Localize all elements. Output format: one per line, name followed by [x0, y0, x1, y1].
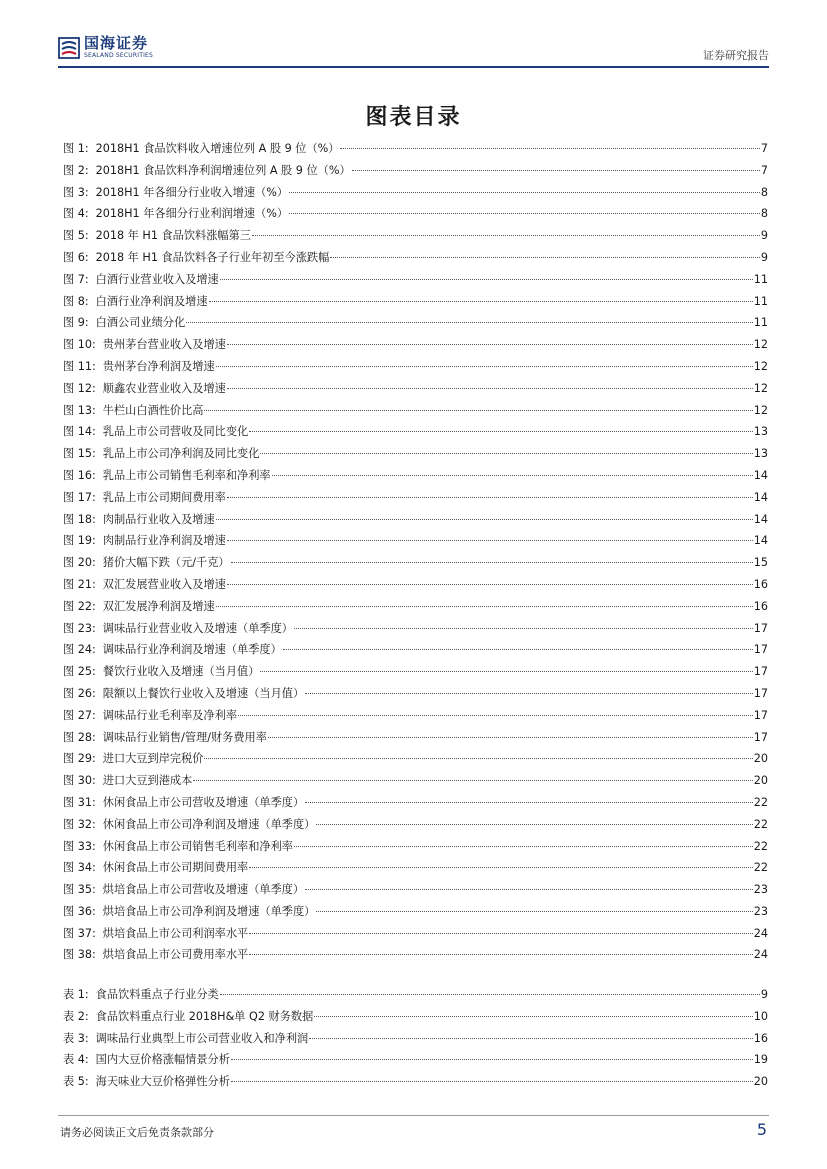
- dot-leader: [316, 911, 752, 912]
- dot-leader: [294, 846, 753, 847]
- entry-label: 图 12:: [63, 381, 96, 395]
- entry-caption: 乳品上市公司销售毛利率和净利率: [102, 468, 271, 482]
- figures-toc: [63, 138, 768, 966]
- toc-entry[interactable]: [63, 792, 768, 814]
- entry-page: 23: [753, 904, 768, 918]
- entry-caption: 调味品行业销售/管理/财务费用率: [102, 730, 267, 744]
- dot-leader: [289, 213, 760, 214]
- toc-entry[interactable]: [63, 530, 768, 552]
- entry-label: 图 5:: [63, 229, 89, 243]
- entry-label: 图 19:: [63, 534, 96, 548]
- entry-page: 7: [760, 163, 768, 177]
- dot-leader: [249, 431, 753, 432]
- entry-page: 20: [753, 774, 768, 788]
- entry-caption: 双汇发展营业收入及增速: [102, 577, 226, 591]
- dot-leader: [216, 519, 753, 520]
- toc-entry[interactable]: [63, 203, 768, 225]
- entry-caption: 烘培食品上市公司净利润及增速（单季度）: [102, 904, 316, 918]
- toc-entry[interactable]: [63, 443, 768, 465]
- dot-leader: [216, 606, 753, 607]
- page-number: 5: [756, 1120, 767, 1139]
- entry-caption: 牛栏山白酒性价比高: [102, 403, 204, 417]
- dot-leader: [227, 497, 753, 498]
- dot-leader: [260, 453, 752, 454]
- entry-page: 20: [753, 752, 768, 766]
- entry-page: 17: [753, 730, 768, 744]
- entry-caption: 调味品行业营业收入及增速（单季度）: [102, 621, 293, 635]
- toc-entry[interactable]: [63, 356, 768, 378]
- entry-label: 图 33:: [63, 839, 96, 853]
- entry-caption: 2018H1 食品饮料收入增速位列 A 股 9 位（%）: [95, 142, 340, 155]
- entry-page: 11: [753, 272, 768, 286]
- entry-page: 17: [753, 708, 768, 722]
- entry-caption: 餐饮行业收入及增速（当月值）: [102, 665, 260, 679]
- toc-entry[interactable]: [63, 857, 768, 879]
- dot-leader: [227, 540, 753, 541]
- entry-label: 图 15:: [63, 447, 96, 461]
- entry-page: 12: [753, 338, 768, 352]
- entry-caption: 2018H1 年各细分行业利润增速（%）: [95, 207, 289, 221]
- entry-label: 图 9:: [63, 316, 89, 330]
- dot-leader: [340, 148, 759, 149]
- entry-caption: 肉制品行业收入及增速: [102, 512, 215, 526]
- dot-leader: [249, 933, 753, 934]
- entry-page: 11: [753, 316, 768, 330]
- toc-entry[interactable]: [63, 984, 768, 1006]
- entry-caption: 2018H1 年各细分行业收入增速（%）: [95, 185, 289, 199]
- entry-page: 22: [753, 817, 768, 831]
- entry-page: 13: [753, 447, 768, 461]
- entry-label: 表 1:: [63, 988, 89, 1001]
- dot-leader: [330, 257, 760, 258]
- entry-caption: 白酒公司业绩分化: [95, 316, 186, 330]
- entry-caption: 2018H1 食品饮料净利润增速位列 A 股 9 位（%）: [95, 163, 351, 177]
- entry-caption: 烘培食品上市公司利润率水平: [102, 926, 249, 940]
- entry-caption: 肉制品行业净利润及增速: [102, 534, 226, 548]
- entry-page: 9: [760, 988, 768, 1001]
- entry-page: 22: [753, 795, 768, 809]
- company-logo: [58, 36, 153, 59]
- entry-caption: 进口大豆到岸完税价: [102, 752, 204, 766]
- dot-leader: [289, 192, 760, 193]
- entry-caption: 烘培食品上市公司费用率水平: [102, 948, 249, 962]
- page-header: [0, 0, 827, 74]
- entry-page: 16: [753, 1031, 768, 1045]
- entry-caption: 乳品上市公司营收及同比变化: [102, 425, 249, 439]
- entry-page: 14: [753, 534, 768, 548]
- toc-entry[interactable]: [63, 247, 768, 269]
- entry-label: 图 27:: [63, 708, 96, 722]
- entry-page: 7: [760, 142, 768, 155]
- entry-label: 图 21:: [63, 577, 96, 591]
- entry-label: 图 6:: [63, 250, 89, 264]
- dot-leader: [268, 737, 753, 738]
- dot-leader: [316, 824, 752, 825]
- sealand-logo-icon: [58, 37, 80, 59]
- toc-entry[interactable]: [63, 901, 768, 923]
- entry-caption: 限额以上餐饮行业收入及增速（当月值）: [102, 686, 305, 700]
- dot-leader: [227, 388, 753, 389]
- entry-page: 15: [753, 556, 768, 570]
- entry-page: 8: [760, 207, 768, 221]
- entry-caption: 2018 年 H1 食品饮料各子行业年初至今涨跌幅: [95, 250, 330, 264]
- dot-leader: [209, 301, 753, 302]
- dot-leader: [231, 1059, 753, 1060]
- entry-label: 图 8:: [63, 294, 89, 308]
- entry-caption: 休闲食品上市公司期间费用率: [102, 861, 249, 875]
- entry-page: 24: [753, 926, 768, 940]
- entry-page: 22: [753, 839, 768, 853]
- dot-leader: [249, 954, 753, 955]
- dot-leader: [231, 1081, 753, 1082]
- entry-caption: 贵州茅台净利润及增速: [102, 359, 215, 373]
- toc-entry[interactable]: [63, 291, 768, 313]
- dot-leader: [305, 693, 753, 694]
- entry-caption: 乳品上市公司期间费用率: [102, 490, 226, 504]
- entry-page: 16: [753, 599, 768, 613]
- entry-label: 图 24:: [63, 643, 96, 657]
- logo-name-en: SEALAND SECURITIES: [84, 52, 154, 59]
- entry-caption: 顺鑫农业营业收入及增速: [102, 381, 226, 395]
- entry-caption: 白酒行业净利润及增速: [95, 294, 208, 308]
- dot-leader: [227, 344, 753, 345]
- header-divider: [58, 66, 769, 68]
- dot-leader: [193, 780, 752, 781]
- entry-caption: 烘培食品上市公司营收及增速（单季度）: [102, 883, 305, 897]
- entry-page: 23: [753, 883, 768, 897]
- entry-page: 13: [753, 425, 768, 439]
- toc-entry[interactable]: [63, 596, 768, 618]
- toc-entry[interactable]: [63, 770, 768, 792]
- dot-leader: [314, 1016, 752, 1017]
- footer-divider: [58, 1115, 769, 1116]
- entry-label: 表 4:: [63, 1053, 89, 1067]
- dot-leader: [309, 1038, 753, 1039]
- entry-caption: 休闲食品上市公司销售毛利率和净利率: [102, 839, 293, 853]
- tables-toc: [63, 984, 768, 1093]
- entry-caption: 2018 年 H1 食品饮料涨幅第三: [95, 229, 251, 243]
- entry-page: 10: [753, 1009, 768, 1023]
- entry-label: 图 26:: [63, 686, 96, 700]
- toc-entry[interactable]: [63, 487, 768, 509]
- entry-label: 图 25:: [63, 665, 96, 679]
- entry-page: 12: [753, 381, 768, 395]
- toc-entry[interactable]: [63, 618, 768, 640]
- report-type-label: 证券研究报告: [703, 49, 769, 62]
- entry-caption: 双汇发展净利润及增速: [102, 599, 215, 613]
- entry-label: 图 3:: [63, 185, 89, 199]
- entry-caption: 猪价大幅下跌（元/千克）: [102, 556, 230, 570]
- toc-entry[interactable]: [63, 225, 768, 247]
- dot-leader: [294, 628, 753, 629]
- entry-label: 图 7:: [63, 272, 89, 286]
- toc-entry[interactable]: [63, 421, 768, 443]
- toc-entry[interactable]: [63, 1071, 768, 1093]
- dot-leader: [260, 671, 752, 672]
- entry-label: 图 17:: [63, 490, 96, 504]
- toc-entry[interactable]: [63, 378, 768, 400]
- dot-leader: [216, 366, 753, 367]
- entry-label: 图 36:: [63, 904, 96, 918]
- entry-page: 22: [753, 861, 768, 875]
- entry-caption: 休闲食品上市公司净利润及增速（单季度）: [102, 817, 316, 831]
- toc-entry[interactable]: [63, 160, 768, 182]
- toc-entry[interactable]: [63, 639, 768, 661]
- logo-name-cn: 国海证券: [84, 34, 149, 52]
- footer-disclaimer: 请务必阅读正文后免责条款部分: [60, 1126, 214, 1139]
- dot-leader: [220, 279, 753, 280]
- toc-entry[interactable]: [63, 1028, 768, 1050]
- toc-entry[interactable]: [63, 683, 768, 705]
- entry-label: 图 14:: [63, 425, 96, 439]
- entry-caption: 贵州茅台营业收入及增速: [102, 338, 226, 352]
- entry-label: 图 16:: [63, 468, 96, 482]
- entry-label: 图 1:: [63, 142, 89, 155]
- toc-entry[interactable]: [63, 661, 768, 683]
- toc-entry[interactable]: [63, 334, 768, 356]
- entry-page: 14: [753, 468, 768, 482]
- dot-leader: [252, 235, 760, 236]
- dot-leader: [186, 322, 753, 323]
- entry-caption: 调味品行业典型上市公司营业收入和净利润: [95, 1031, 309, 1045]
- entry-caption: 调味品行业毛利率及净利率: [102, 708, 238, 722]
- toc-entry[interactable]: [63, 269, 768, 291]
- dot-leader: [272, 475, 753, 476]
- entry-label: 图 13:: [63, 403, 96, 417]
- dot-leader: [231, 562, 753, 563]
- toc-entry[interactable]: [63, 705, 768, 727]
- toc-entry[interactable]: [63, 879, 768, 901]
- toc-entry[interactable]: [63, 465, 768, 487]
- toc-entry[interactable]: [63, 727, 768, 749]
- entry-label: 图 18:: [63, 512, 96, 526]
- toc-entry[interactable]: [63, 944, 768, 966]
- entry-label: 表 5:: [63, 1075, 89, 1089]
- entry-caption: 进口大豆到港成本: [102, 774, 193, 788]
- entry-label: 表 3:: [63, 1031, 89, 1045]
- toc-entry[interactable]: [63, 1006, 768, 1028]
- entry-caption: 休闲食品上市公司营收及增速（单季度）: [102, 795, 305, 809]
- toc-entry[interactable]: [63, 574, 768, 596]
- dot-leader: [220, 994, 760, 995]
- toc-entry[interactable]: [63, 138, 768, 160]
- entry-caption: 海天味业大豆价格弹性分析: [95, 1075, 230, 1089]
- entry-label: 图 34:: [63, 861, 96, 875]
- entry-page: 16: [753, 577, 768, 591]
- dot-leader: [305, 802, 753, 803]
- entry-page: 11: [753, 294, 768, 308]
- entry-caption: 白酒行业营业收入及增速: [95, 272, 219, 286]
- entry-caption: 食品饮料重点子行业分类: [95, 988, 219, 1001]
- entry-page: 12: [753, 403, 768, 417]
- toc-entry[interactable]: [63, 509, 768, 531]
- dot-leader: [204, 410, 752, 411]
- entry-label: 图 22:: [63, 599, 96, 613]
- dot-leader: [352, 170, 760, 171]
- entry-label: 图 10:: [63, 338, 96, 352]
- entry-label: 图 30:: [63, 774, 96, 788]
- entry-label: 图 32:: [63, 817, 96, 831]
- page-title: 图表目录: [365, 105, 462, 130]
- dot-leader: [249, 867, 753, 868]
- entry-page: 14: [753, 512, 768, 526]
- entry-label: 图 37:: [63, 926, 96, 940]
- entry-page: 9: [760, 250, 768, 264]
- entry-label: 表 2:: [63, 1009, 89, 1023]
- toc-entry[interactable]: [63, 552, 768, 574]
- entry-label: 图 11:: [63, 359, 96, 373]
- entry-page: 20: [753, 1075, 768, 1089]
- entry-page: 17: [753, 686, 768, 700]
- toc-entry[interactable]: [63, 1049, 768, 1071]
- entry-page: 9: [760, 229, 768, 243]
- entry-caption: 乳品上市公司净利润及同比变化: [102, 447, 260, 461]
- entry-page: 14: [753, 490, 768, 504]
- dot-leader: [305, 889, 753, 890]
- entry-label: 图 4:: [63, 207, 89, 221]
- entry-label: 图 28:: [63, 730, 96, 744]
- dot-leader: [238, 715, 753, 716]
- entry-page: 19: [753, 1053, 768, 1067]
- entry-page: 12: [753, 359, 768, 373]
- entry-label: 图 29:: [63, 752, 96, 766]
- entry-page: 24: [753, 948, 768, 962]
- toc-entry[interactable]: [63, 182, 768, 204]
- entry-caption: 国内大豆价格涨幅情景分析: [95, 1053, 230, 1067]
- toc-entry[interactable]: [63, 748, 768, 770]
- entry-label: 图 35:: [63, 883, 96, 897]
- entry-label: 图 23:: [63, 621, 96, 635]
- entry-page: 17: [753, 665, 768, 679]
- toc-entry[interactable]: [63, 923, 768, 945]
- entry-label: 图 38:: [63, 948, 96, 962]
- entry-label: 图 2:: [63, 163, 89, 177]
- entry-page: 17: [753, 621, 768, 635]
- toc-entry[interactable]: [63, 400, 768, 422]
- entry-caption: 调味品行业净利润及增速（单季度）: [102, 643, 282, 657]
- entry-page: 8: [760, 185, 768, 199]
- entry-caption: 食品饮料重点行业 2018H&单 Q2 财务数据: [95, 1009, 314, 1023]
- dot-leader: [204, 758, 752, 759]
- dot-leader: [283, 649, 753, 650]
- entry-page: 17: [753, 643, 768, 657]
- entry-label: 图 20:: [63, 556, 96, 570]
- toc-entry[interactable]: [63, 814, 768, 836]
- dot-leader: [227, 584, 753, 585]
- entry-label: 图 31:: [63, 795, 96, 809]
- toc-entry[interactable]: [63, 836, 768, 858]
- toc-entry[interactable]: [63, 312, 768, 334]
